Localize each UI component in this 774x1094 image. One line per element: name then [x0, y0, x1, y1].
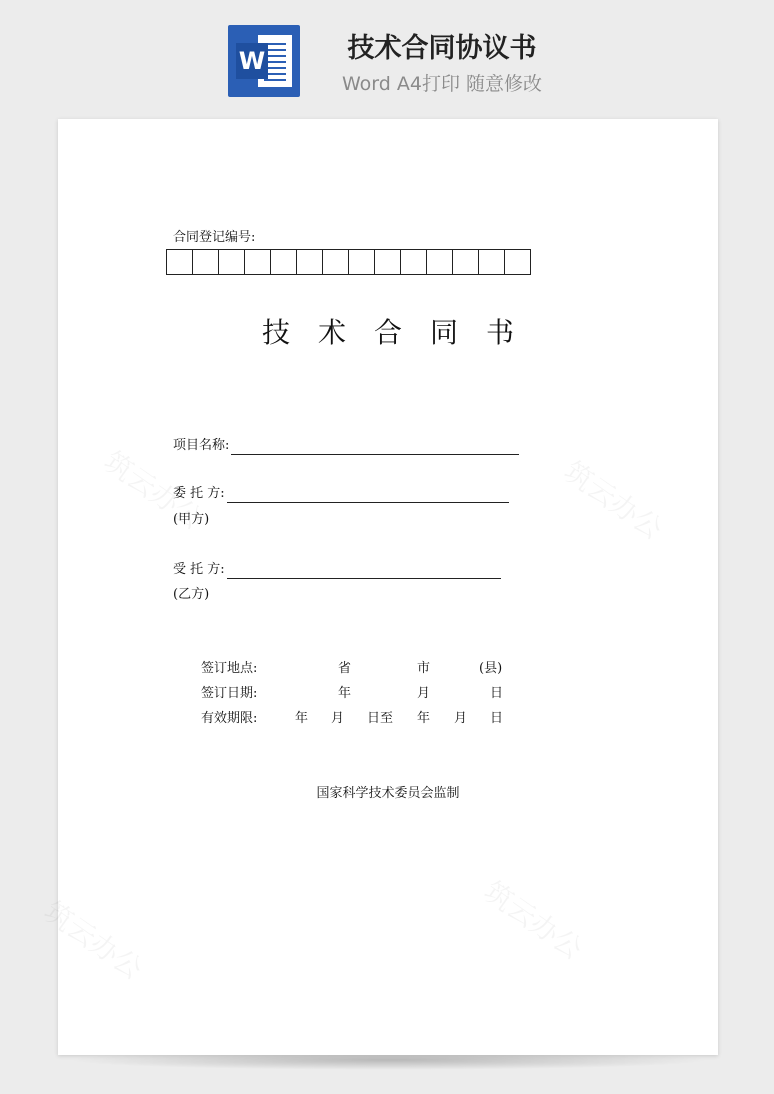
registration-digit-box[interactable] [245, 249, 271, 275]
contractor-row [173, 561, 501, 579]
signing-place-row [58, 660, 718, 678]
project-name-row [173, 437, 519, 455]
banner-subtitle: Word A4打印 随意修改 [341, 73, 542, 95]
registration-digit-box[interactable] [375, 249, 401, 275]
contractor-field[interactable] [227, 562, 501, 579]
client-field[interactable] [227, 486, 509, 503]
month-label: 月 [417, 686, 431, 701]
registration-number-label: 合同登记编号: [173, 230, 256, 245]
signing-place-label: 签订地点: [201, 661, 258, 676]
watermark [37, 890, 152, 987]
word-doc-icon [228, 25, 300, 97]
registration-digit-box[interactable] [453, 249, 479, 275]
registration-digit-box[interactable] [323, 249, 349, 275]
client-row [173, 485, 509, 503]
end-year-label: 年 [417, 711, 431, 726]
county-label: (县) [479, 661, 503, 676]
registration-digit-box[interactable] [297, 249, 323, 275]
registration-digit-box[interactable] [271, 249, 297, 275]
registration-digit-box[interactable] [401, 249, 427, 275]
registration-digit-box[interactable] [479, 249, 505, 275]
province-label: 省 [338, 661, 352, 676]
registration-digit-box[interactable] [219, 249, 245, 275]
start-day-label: 日至 [367, 711, 394, 726]
document-page [58, 119, 718, 1055]
validity-label: 有效期限: [201, 711, 258, 726]
signing-date-label: 签订日期: [201, 686, 258, 701]
year-label: 年 [338, 686, 352, 701]
registration-digit-box[interactable] [167, 249, 193, 275]
header-banner [0, 0, 774, 110]
word-letter: W [236, 43, 268, 79]
contractor-label: 受 托 方: [173, 562, 225, 577]
registration-digit-box[interactable] [193, 249, 219, 275]
project-name-label: 项目名称: [173, 438, 230, 453]
city-label: 市 [417, 661, 431, 676]
watermark [477, 870, 592, 967]
registration-number-boxes[interactable] [166, 249, 531, 275]
project-name-field[interactable] [231, 438, 519, 455]
client-label: 委 托 方: [173, 486, 225, 501]
signing-date-row [58, 685, 718, 703]
document-title: 技术合同书 [261, 316, 542, 349]
validity-row [58, 710, 718, 728]
registration-digit-box[interactable] [349, 249, 375, 275]
start-month-label: 月 [331, 711, 345, 726]
end-month-label: 月 [454, 711, 468, 726]
end-day-label: 日 [490, 711, 504, 726]
contractor-note: (乙方) [173, 587, 210, 602]
registration-digit-box[interactable] [505, 249, 531, 275]
issuing-organization: 国家科学技术委员会监制 [316, 786, 460, 801]
registration-digit-box[interactable] [427, 249, 453, 275]
watermark [557, 450, 672, 547]
client-note: (甲方) [173, 512, 210, 527]
start-year-label: 年 [295, 711, 309, 726]
banner-title: 技术合同协议书 [347, 33, 537, 64]
day-label: 日 [490, 686, 504, 701]
